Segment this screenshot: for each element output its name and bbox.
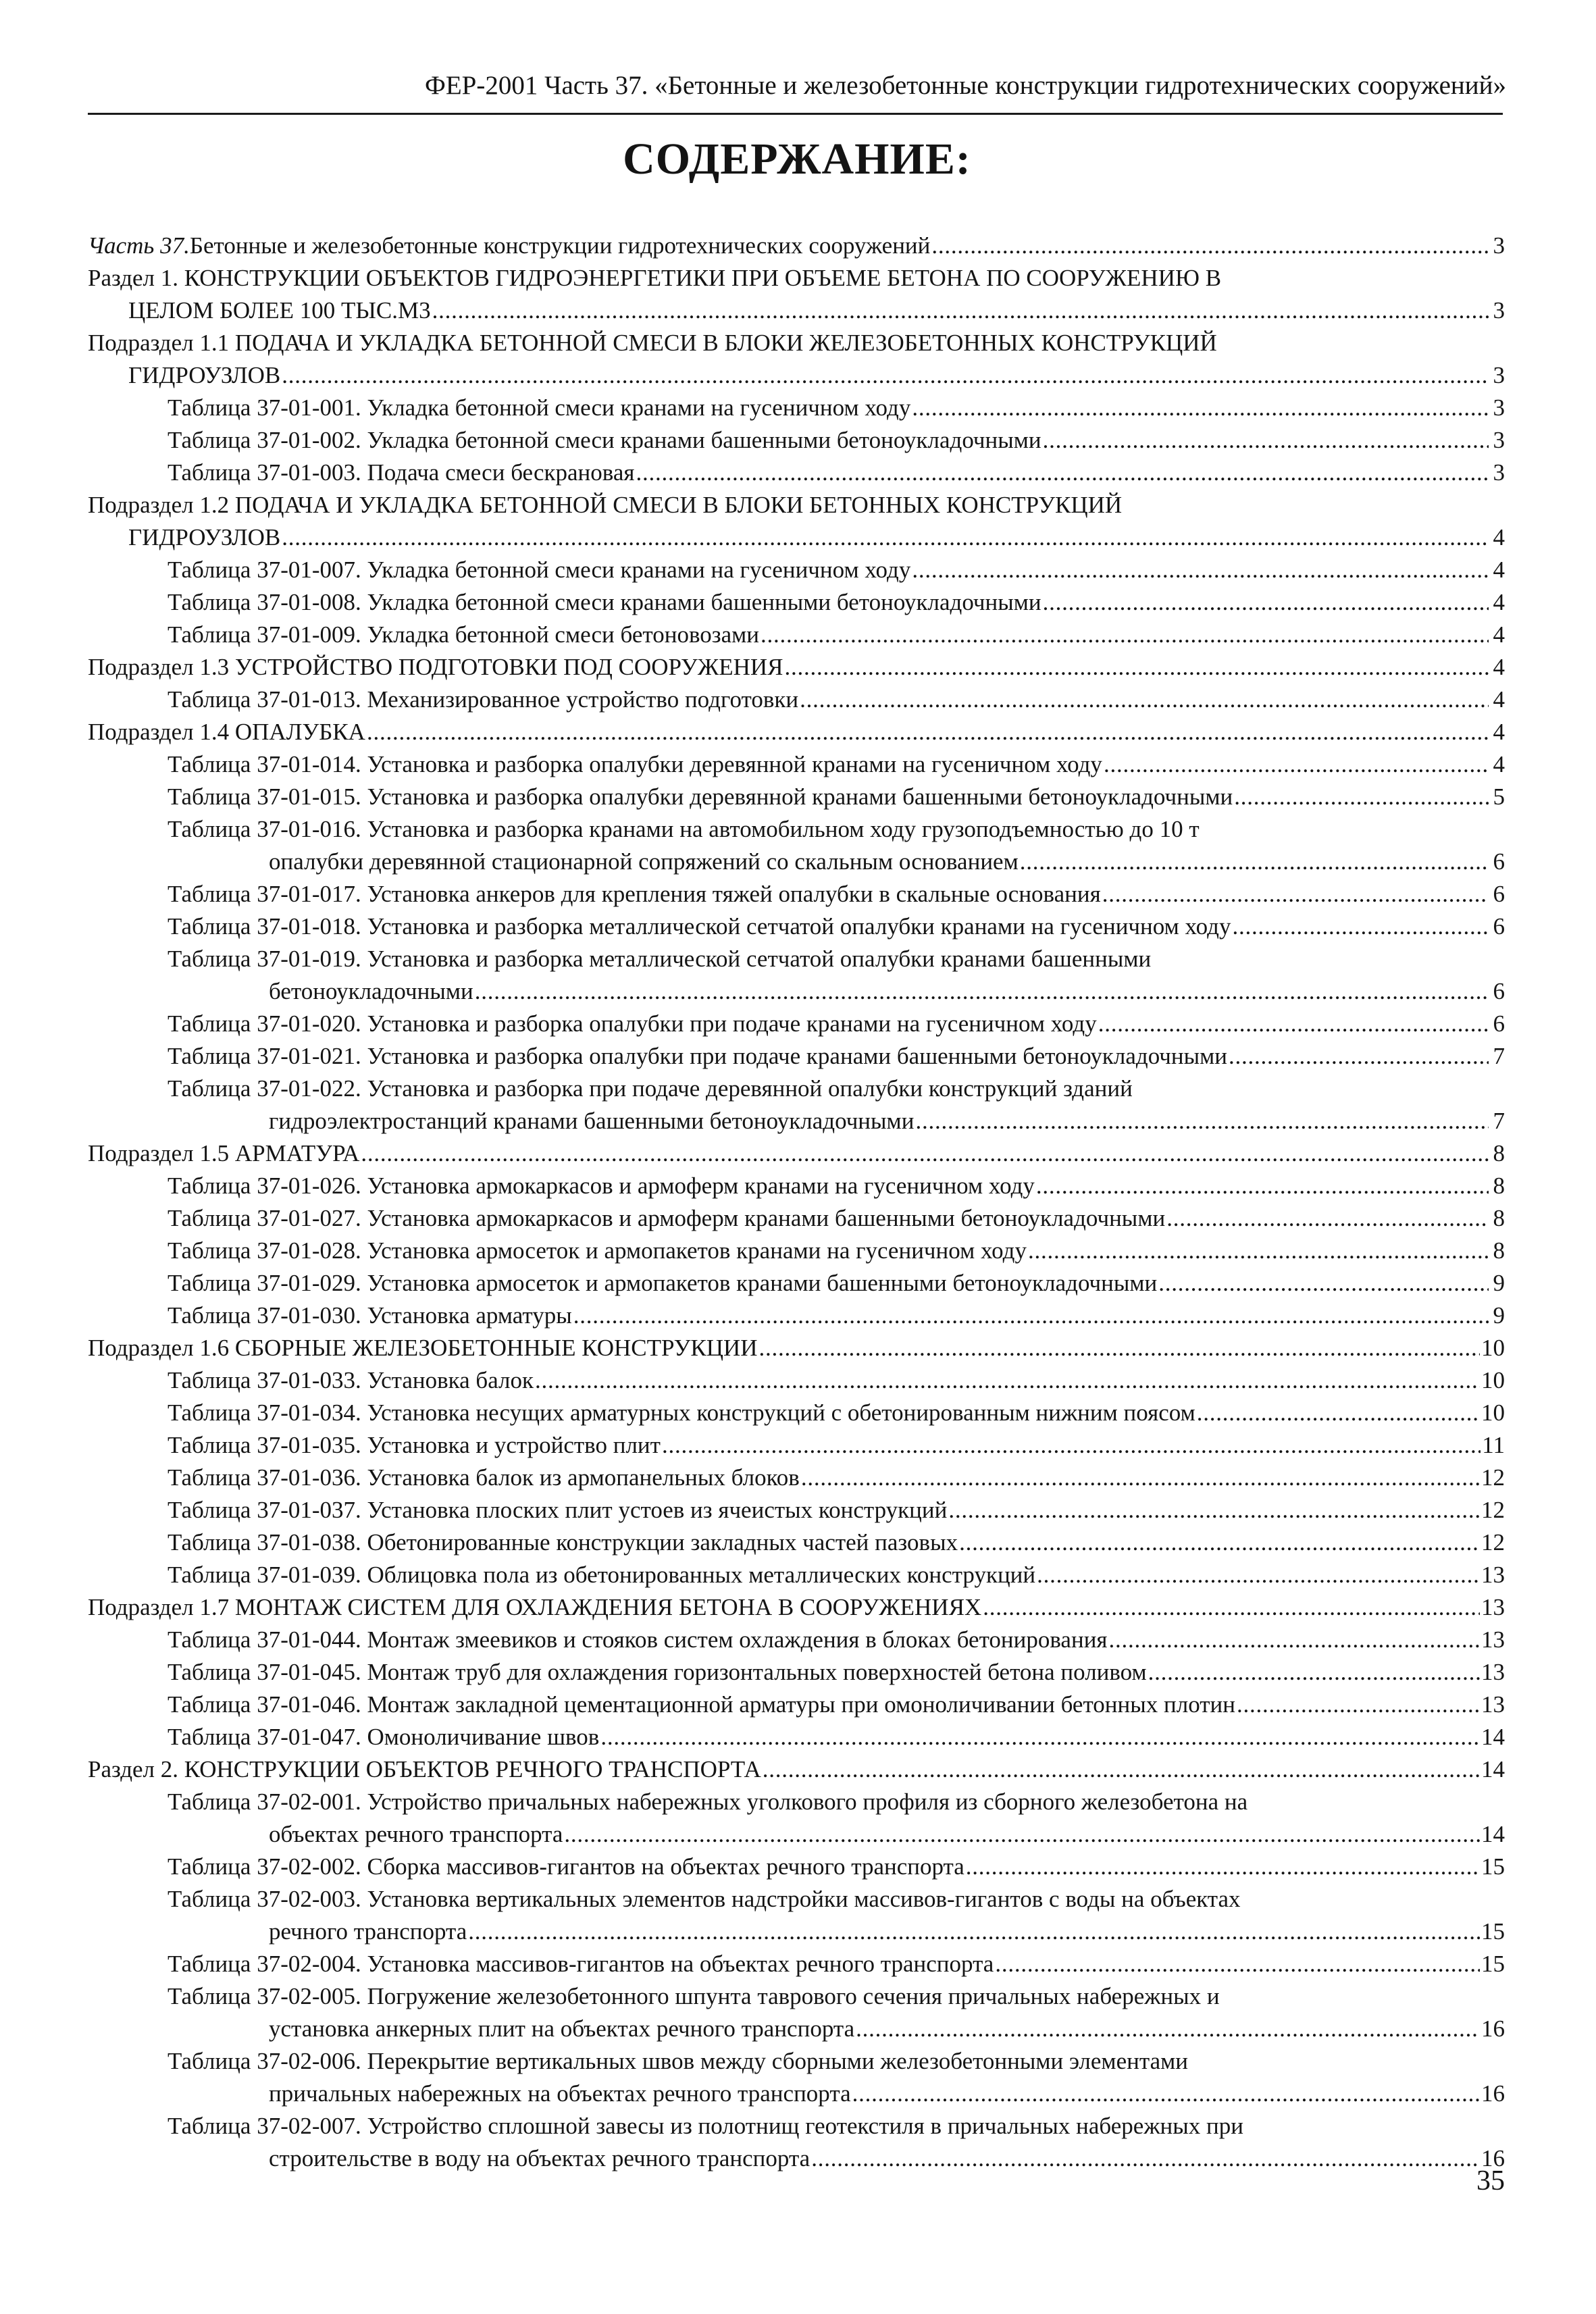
toc-page-number: 12 — [1481, 1464, 1505, 1491]
toc-entry[interactable] — [88, 1364, 1505, 1397]
toc-entry[interactable] — [88, 262, 1505, 327]
toc-entry[interactable] — [88, 1429, 1505, 1462]
dot-leader — [573, 1300, 1489, 1332]
toc-entry-text: Таблица 37-01-038. Обетонированные конструкции закладных частей пазовых — [168, 1529, 958, 1555]
toc-entry-text: Таблица 37-01-013. Механизированное устройство подготовки — [168, 686, 799, 713]
toc-entry[interactable] — [88, 1624, 1505, 1656]
toc-page-number: 3 — [1493, 427, 1505, 453]
toc-page-number: 6 — [1493, 1010, 1505, 1037]
dot-leader — [1234, 781, 1489, 813]
toc-entry-text: Таблица 37-01-019. Установка и разборка металлической сетчатой опалубки кранами башенными — [168, 946, 1152, 972]
toc-entry[interactable] — [88, 392, 1505, 424]
dot-leader — [761, 619, 1489, 651]
toc-entry[interactable] — [88, 651, 1505, 684]
toc-page-number: 14 — [1481, 1756, 1505, 1782]
running-header: ФЕР-2001 Часть 37. «Бетонные и железобетонные конструкции гидротехнических сооружений» — [425, 71, 1506, 100]
toc-entry[interactable] — [88, 1753, 1505, 1786]
dot-leader — [282, 521, 1489, 554]
dot-leader — [1158, 1267, 1489, 1300]
toc-entry[interactable] — [88, 230, 1505, 262]
toc-entry-text: Таблица 37-01-030. Установка арматуры — [168, 1302, 572, 1329]
toc-page-number: 3 — [1493, 362, 1505, 388]
dot-leader — [1102, 878, 1489, 910]
toc-entry[interactable] — [88, 1559, 1505, 1591]
toc-entry-text: Таблица 37-01-047. Омоноличивание швов — [168, 1724, 600, 1750]
toc-entry[interactable] — [88, 1494, 1505, 1526]
toc-page-number: 13 — [1481, 1626, 1505, 1653]
dot-leader — [475, 975, 1489, 1008]
toc-page-number: 9 — [1493, 1270, 1505, 1296]
toc-entry[interactable] — [88, 2110, 1505, 2175]
dot-leader — [811, 2142, 1480, 2175]
toc-entry-text: ГИДРОУЗЛОВ — [128, 524, 281, 550]
dot-leader — [1237, 1689, 1480, 1721]
toc-entry-text: Таблица 37-01-039. Облицовка пола из обетонированных металлических конструкций — [168, 1562, 1036, 1588]
dot-leader — [1197, 1397, 1480, 1429]
toc-entry[interactable] — [88, 1397, 1505, 1429]
toc-page-number: 8 — [1493, 1140, 1505, 1166]
toc-entry-text: Таблица 37-01-034. Установка несущих арматурных конструкций с обетонированным нижним поясом — [168, 1399, 1195, 1426]
toc-entry[interactable] — [88, 619, 1505, 651]
toc-entry-text: Подраздел 1.7 МОНТАЖ СИСТЕМ ДЛЯ ОХЛАЖДЕНИЯ БЕТОНА В СООРУЖЕНИЯХ — [88, 1594, 982, 1620]
toc-page-number: 4 — [1493, 654, 1505, 680]
toc-page-number: 15 — [1481, 1918, 1505, 1945]
toc-entry-text: Таблица 37-02-005. Погружение железобетонного шпунта таврового сечения причальных набережных и — [168, 1983, 1220, 2009]
toc-entry-text: Таблица 37-01-027. Установка армокаркасов и армоферм кранами башенными бетоноукладочными — [168, 1205, 1166, 1231]
toc-entry[interactable] — [88, 1008, 1505, 1040]
dot-leader — [367, 716, 1489, 748]
dot-leader — [801, 1462, 1480, 1494]
toc-entry[interactable] — [88, 748, 1505, 781]
toc-entry[interactable] — [88, 2045, 1505, 2110]
toc-entry-text: ЦЕЛОМ БОЛЕЕ 100 ТЫС.М3 — [128, 297, 431, 324]
toc-page-number: 3 — [1493, 232, 1505, 259]
toc-entry[interactable] — [88, 1040, 1505, 1073]
dot-leader — [852, 2078, 1480, 2110]
dot-leader — [1232, 910, 1489, 943]
dot-leader — [983, 1591, 1480, 1624]
page-title: СОДЕРЖАНИЕ: — [623, 134, 971, 184]
toc-page-number: 10 — [1481, 1335, 1505, 1361]
toc-page-number: 4 — [1493, 524, 1505, 550]
toc-entry-text: Таблица 37-02-004. Установка массивов-гигантов на объектах речного транспорта — [168, 1951, 994, 1977]
dot-leader — [966, 1851, 1480, 1883]
toc-entry-text: Таблица 37-01-009. Укладка бетонной смеси бетоновозами — [168, 621, 760, 648]
dot-leader — [931, 230, 1489, 262]
toc-page-number: 16 — [1481, 2015, 1505, 2042]
toc-page-number: 6 — [1493, 913, 1505, 940]
toc-entry-text: установка анкерных плит на объектах речного транспорта — [269, 2015, 855, 2042]
toc-page-number: 6 — [1493, 848, 1505, 875]
toc-page-number: 6 — [1493, 978, 1505, 1004]
toc-entry-text: Таблица 37-01-008. Укладка бетонной смеси кранами башенными бетоноукладочными — [168, 589, 1041, 615]
toc-page-number: 7 — [1493, 1043, 1505, 1069]
toc-page-number: 4 — [1493, 686, 1505, 713]
toc-entry[interactable] — [88, 1267, 1505, 1300]
toc-entry[interactable] — [88, 1591, 1505, 1624]
toc-entry[interactable] — [88, 1235, 1505, 1267]
toc-entry[interactable] — [88, 943, 1505, 1008]
toc-entry-text: ГИДРОУЗЛОВ — [128, 362, 281, 388]
toc-entry[interactable] — [88, 716, 1505, 748]
table-of-contents — [88, 230, 1505, 2175]
toc-page-number: 3 — [1493, 459, 1505, 486]
toc-page-number: 4 — [1493, 621, 1505, 648]
dot-leader — [564, 1818, 1480, 1851]
dot-leader — [1148, 1656, 1480, 1689]
dot-leader — [948, 1494, 1480, 1526]
toc-entry[interactable] — [88, 1170, 1505, 1202]
toc-entry[interactable] — [88, 1073, 1505, 1137]
toc-entry-text: Подраздел 1.6 СБОРНЫЕ ЖЕЛЕЗОБЕТОННЫЕ КОНСТРУКЦИИ — [88, 1335, 758, 1361]
toc-entry-text: Таблица 37-01-029. Установка армосеток и армопакетов кранами башенными бетоноукладочными — [168, 1270, 1158, 1296]
toc-page-number: 4 — [1493, 589, 1505, 615]
dot-leader — [915, 1105, 1489, 1137]
toc-page-number: 13 — [1481, 1594, 1505, 1620]
toc-page-number: 7 — [1493, 1108, 1505, 1134]
toc-entry[interactable] — [88, 586, 1505, 619]
dot-leader — [1166, 1202, 1489, 1235]
dot-leader — [959, 1526, 1480, 1559]
dot-leader — [1229, 1040, 1489, 1073]
toc-entry-text: причальных набережных на объектах речного транспорта — [269, 2080, 851, 2107]
dot-leader — [636, 457, 1489, 489]
toc-entry-prefix: Часть 37. — [88, 232, 190, 259]
toc-entry-text: Таблица 37-01-007. Укладка бетонной смеси кранами на гусеничном ходу — [168, 557, 911, 583]
toc-page-number: 5 — [1493, 783, 1505, 810]
toc-entry-text: Таблица 37-01-003. Подача смеси бескрановая — [168, 459, 635, 486]
toc-entry-text: Таблица 37-02-007. Устройство сплошной завесы из полотнищ геотекстиля в причальных набережных при — [168, 2113, 1243, 2139]
toc-entry[interactable] — [88, 1137, 1505, 1170]
toc-entry-text: бетоноукладочными — [269, 978, 473, 1004]
toc-entry-text: Таблица 37-01-001. Укладка бетонной смеси кранами на гусеничном ходу — [168, 394, 911, 421]
toc-entry-text: Таблица 37-01-036. Установка балок из армопанельных блоков — [168, 1464, 800, 1491]
toc-entry-text: Подраздел 1.1 ПОДАЧА И УКЛАДКА БЕТОННОЙ СМЕСИ В БЛОКИ ЖЕЛЕЗОБЕТОННЫХ КОНСТРУКЦИЙ — [88, 330, 1217, 356]
toc-entry-text: опалубки деревянной стационарной сопряжений со скальным основанием — [269, 848, 1019, 875]
toc-page-number: 4 — [1493, 719, 1505, 745]
toc-entry-text: Таблица 37-01-028. Установка армосеток и армопакетов кранами на гусеничном ходу — [168, 1237, 1027, 1264]
toc-entry[interactable] — [88, 1332, 1505, 1364]
toc-page-number: 13 — [1481, 1691, 1505, 1718]
toc-entry-text: Подраздел 1.3 УСТРОЙСТВО ПОДГОТОВКИ ПОД СООРУЖЕНИЯ — [88, 654, 783, 680]
toc-entry-text: Таблица 37-01-020. Установка и разборка опалубки при подаче кранами на гусеничном ходу — [168, 1010, 1097, 1037]
toc-entry[interactable] — [88, 813, 1505, 878]
toc-page-number: 10 — [1481, 1399, 1505, 1426]
dot-leader — [1104, 748, 1489, 781]
toc-entry[interactable] — [88, 1721, 1505, 1753]
toc-entry-text: Таблица 37-02-006. Перекрытие вертикальных швов между сборными железобетонными элементами — [168, 2048, 1188, 2074]
dot-leader — [800, 684, 1489, 716]
dot-leader — [763, 1753, 1480, 1786]
toc-page-number: 15 — [1481, 1853, 1505, 1880]
toc-entry-text: строительстве в воду на объектах речного транспорта — [269, 2145, 810, 2171]
toc-entry-text: Таблица 37-01-015. Установка и разборка опалубки деревянной кранами башенными бетоноукладочными — [168, 783, 1233, 810]
toc-page-number: 11 — [1482, 1432, 1505, 1458]
toc-entry[interactable] — [88, 910, 1505, 943]
toc-entry-text: Таблица 37-01-018. Установка и разборка металлической сетчатой опалубки кранами на гусеничном ходу — [168, 913, 1231, 940]
toc-page-number: 12 — [1481, 1529, 1505, 1555]
toc-page-number: 4 — [1493, 557, 1505, 583]
toc-page-number: 10 — [1481, 1367, 1505, 1393]
dot-leader — [535, 1364, 1480, 1397]
toc-page-number: 16 — [1481, 2080, 1505, 2107]
toc-entry-text: Таблица 37-01-026. Установка армокаркасов и армоферм кранами на гусеничном ходу — [168, 1173, 1035, 1199]
toc-entry-text: Таблица 37-01-022. Установка и разборка при подаче деревянной опалубки конструкций зданий — [168, 1075, 1133, 1102]
toc-entry[interactable] — [88, 1300, 1505, 1332]
toc-entry[interactable] — [88, 457, 1505, 489]
toc-entry-text: Подраздел 1.5 АРМАТУРА — [88, 1140, 360, 1166]
toc-entry[interactable] — [88, 781, 1505, 813]
toc-entry-text: Подраздел 1.2 ПОДАЧА И УКЛАДКА БЕТОННОЙ СМЕСИ В БЛОКИ БЕТОННЫХ КОНСТРУКЦИЙ — [88, 492, 1123, 518]
dot-leader — [1036, 1170, 1489, 1202]
toc-entry[interactable] — [88, 1202, 1505, 1235]
toc-entry[interactable] — [88, 1526, 1505, 1559]
toc-page-number: 15 — [1481, 1951, 1505, 1977]
toc-entry[interactable] — [88, 1980, 1505, 2045]
toc-entry-text: объектах речного транспорта — [269, 1821, 563, 1847]
toc-page-number: 9 — [1493, 1302, 1505, 1329]
toc-page-number: 12 — [1481, 1497, 1505, 1523]
dot-leader — [856, 2013, 1480, 2045]
toc-entry-text: Таблица 37-01-035. Установка и устройство плит — [168, 1432, 661, 1458]
toc-entry[interactable] — [88, 1883, 1505, 1948]
toc-entry-text: Таблица 37-01-046. Монтаж закладной цементационной арматуры при омоноличивании бетонных плотин — [168, 1691, 1235, 1718]
toc-entry-text: Таблица 37-01-021. Установка и разборка опалубки при подаче кранами башенными бетоноукладочными — [168, 1043, 1228, 1069]
dot-leader — [1037, 1559, 1480, 1591]
toc-page-number: 6 — [1493, 881, 1505, 907]
dot-leader — [1028, 1235, 1489, 1267]
toc-entry-text: гидроэлектростанций кранами башенными бетоноукладочными — [269, 1108, 915, 1134]
toc-entry-text: Таблица 37-02-001. Устройство причальных набережных уголкового профиля из сборного железобетона на — [168, 1789, 1248, 1815]
toc-page-number: 8 — [1493, 1237, 1505, 1264]
toc-entry-text: Раздел 2. КОНСТРУКЦИИ ОБЪЕКТОВ РЕЧНОГО ТРАНСПОРТА — [88, 1756, 761, 1782]
toc-page-number: 4 — [1493, 751, 1505, 777]
toc-entry-text: Таблица 37-02-002. Сборка массивов-гигантов на объектах речного транспорта — [168, 1853, 964, 1880]
toc-page-number: 8 — [1493, 1173, 1505, 1199]
header-divider — [88, 113, 1503, 115]
toc-page-number: 13 — [1481, 1659, 1505, 1685]
dot-leader — [784, 651, 1489, 684]
toc-entry-text: Таблица 37-01-017. Установка анкеров для крепления тяжей опалубки в скальные основания — [168, 881, 1101, 907]
toc-entry-text: Раздел 1. КОНСТРУКЦИИ ОБЪЕКТОВ ГИДРОЭНЕРГЕТИКИ ПРИ ОБЪЕМЕ БЕТОНА ПО СООРУЖЕНИЮ В — [88, 265, 1222, 291]
toc-entry-text: Бетонные и железобетонные конструкции гидротехнических сооружений — [189, 232, 931, 259]
toc-entry[interactable] — [88, 1656, 1505, 1689]
toc-entry-text: речного транспорта — [269, 1918, 467, 1945]
dot-leader — [662, 1429, 1481, 1462]
toc-entry-text: Таблица 37-01-037. Установка плоских плит устоев из ячеистых конструкций — [168, 1497, 948, 1523]
toc-entry[interactable] — [88, 1948, 1505, 1980]
toc-page-number: 3 — [1493, 297, 1505, 324]
toc-entry-text: Таблица 37-01-016. Установка и разборка кранами на автомобильном ходу грузоподъемностью до 10 т — [168, 816, 1200, 842]
toc-page-number: 8 — [1493, 1205, 1505, 1231]
page-number: 35 — [1476, 2165, 1505, 2196]
dot-leader — [468, 1916, 1480, 1948]
dot-leader — [282, 359, 1489, 392]
dot-leader — [912, 554, 1489, 586]
toc-entry-text: Таблица 37-02-003. Установка вертикальных элементов надстройки массивов-гигантов с воды на объектах — [168, 1886, 1241, 1912]
toc-page-number: 16 — [1481, 2145, 1505, 2171]
toc-entry-text: Таблица 37-01-045. Монтаж труб для охлаждения горизонтальных поверхностей бетона поливом — [168, 1659, 1147, 1685]
toc-entry[interactable] — [88, 878, 1505, 910]
toc-entry[interactable] — [88, 489, 1505, 554]
toc-page-number: 14 — [1481, 1724, 1505, 1750]
toc-entry[interactable] — [88, 1851, 1505, 1883]
dot-leader — [1043, 586, 1489, 619]
toc-entry-text: Таблица 37-01-033. Установка балок — [168, 1367, 534, 1393]
dot-leader — [759, 1332, 1480, 1364]
toc-entry[interactable] — [88, 1689, 1505, 1721]
toc-entry-text: Подраздел 1.4 ОПАЛУБКА — [88, 719, 365, 745]
dot-leader — [1098, 1008, 1489, 1040]
dot-leader — [912, 392, 1489, 424]
toc-entry[interactable] — [88, 1786, 1505, 1851]
toc-entry[interactable] — [88, 684, 1505, 716]
dot-leader — [600, 1721, 1480, 1753]
dot-leader — [1109, 1624, 1480, 1656]
dot-leader — [1020, 846, 1489, 878]
dot-leader — [432, 294, 1489, 327]
dot-leader — [361, 1137, 1489, 1170]
toc-entry-text: Таблица 37-01-014. Установка и разборка опалубки деревянной кранами на гусеничном ходу — [168, 751, 1102, 777]
toc-entry[interactable] — [88, 554, 1505, 586]
toc-page-number: 14 — [1481, 1821, 1505, 1847]
toc-entry-text: Таблица 37-01-044. Монтаж змеевиков и стояков систем охлаждения в блоках бетонирования — [168, 1626, 1108, 1653]
toc-entry[interactable] — [88, 424, 1505, 457]
toc-page-number: 13 — [1481, 1562, 1505, 1588]
toc-page-number: 3 — [1493, 394, 1505, 421]
dot-leader — [1043, 424, 1489, 457]
toc-entry[interactable] — [88, 1462, 1505, 1494]
toc-entry[interactable] — [88, 327, 1505, 392]
dot-leader — [995, 1948, 1480, 1980]
toc-entry-text: Таблица 37-01-002. Укладка бетонной смеси кранами башенными бетоноукладочными — [168, 427, 1041, 453]
